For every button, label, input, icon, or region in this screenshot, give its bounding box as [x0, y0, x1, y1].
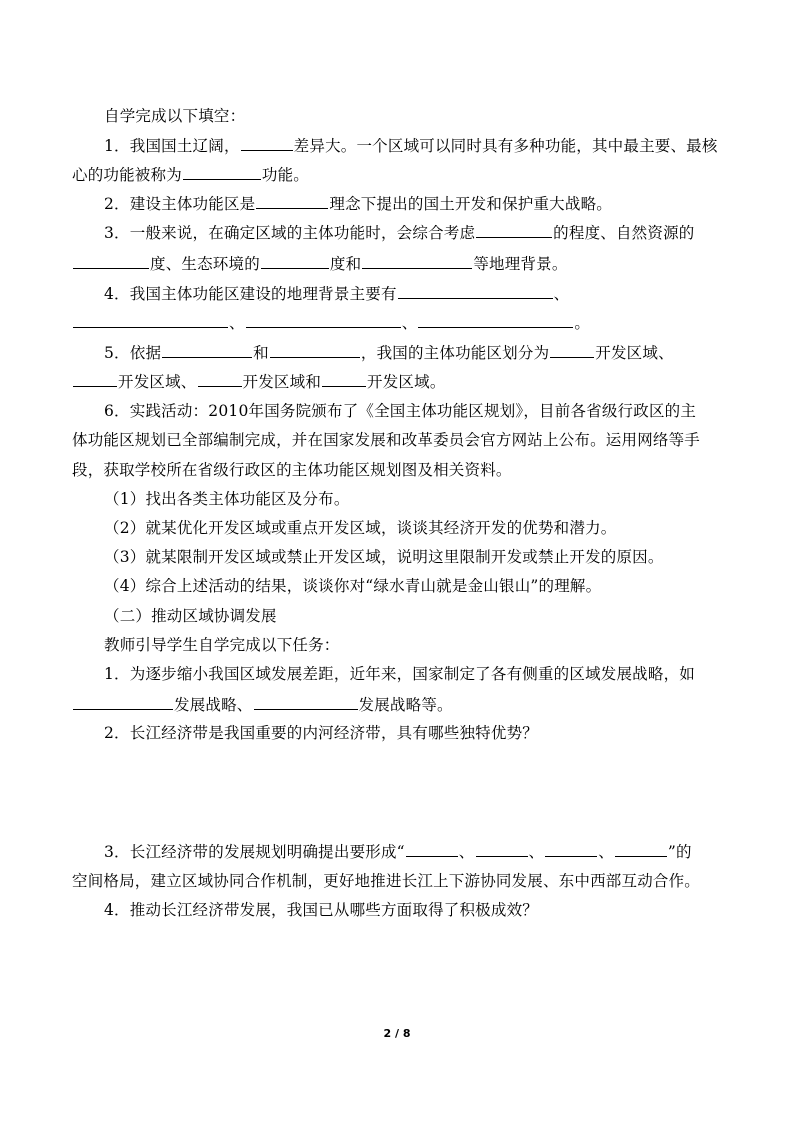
task-3-line-1: 3．长江经济带的发展规划明确提出要形成“ 、 、 、 ”的	[104, 843, 692, 861]
fill-blank[interactable]	[241, 135, 293, 151]
fill-blank[interactable]	[322, 371, 366, 387]
section-2-title: （二）推动区域协调发展	[104, 607, 277, 625]
fill-blank[interactable]	[476, 841, 528, 857]
question-3-line-1: 3．一般来说，在确定区域的主体功能时，会综合考虑 的程度、自然资源的	[104, 224, 695, 242]
fill-blank[interactable]	[545, 841, 597, 857]
fill-blank[interactable]	[615, 841, 667, 857]
fill-blank[interactable]	[550, 342, 594, 358]
fill-blank[interactable]	[398, 283, 553, 299]
page-number: 2 / 8	[383, 1027, 411, 1040]
question-1-line-1: 1．我国国土辽阔， 差异大。一个区域可以同时具有多种功能，其中最主要、最核	[104, 137, 718, 155]
question-6-sub-1: （1）找出各类主体功能区及分布。	[104, 490, 350, 508]
section-2-guide: 教师引导学生自学完成以下任务：	[104, 636, 340, 654]
task-2: 2．长江经济带是我国重要的内河经济带，具有哪些独特优势？	[104, 724, 538, 742]
intro-text: 自学完成以下填空：	[104, 107, 246, 125]
fill-blank[interactable]	[73, 371, 117, 387]
fill-blank[interactable]	[476, 222, 552, 238]
fill-blank[interactable]	[73, 253, 149, 269]
fill-blank[interactable]	[256, 193, 328, 209]
question-6-sub-4: （4）综合上述活动的结果，谈谈你对“绿水青山就是金山银山”的理解。	[104, 577, 602, 595]
fill-blank[interactable]	[73, 694, 173, 710]
question-4-line-1: 4．我国主体功能区建设的地理背景主要有 、	[104, 285, 570, 303]
fill-blank[interactable]	[406, 841, 458, 857]
fill-blank[interactable]	[162, 342, 252, 358]
task-4: 4．推动长江经济带发展，我国已从哪些方面取得了积极成效？	[104, 901, 538, 919]
fill-blank[interactable]	[246, 312, 401, 328]
fill-blank[interactable]	[198, 371, 242, 387]
question-1-line-2: 心的功能被称为 功能。	[72, 166, 310, 184]
fill-blank[interactable]	[418, 312, 573, 328]
task-1-line-2: 发展战略、 发展战略等。	[72, 694, 453, 715]
question-6-line-1: 6．实践活动：2010年国务院颁布了《全国主体功能区规划》，目前各省级行政区的主	[104, 402, 697, 420]
fill-blank[interactable]	[261, 253, 329, 269]
fill-blank[interactable]	[362, 253, 472, 269]
task-1-line-1: 1．为逐步缩小我国区域发展差距，近年来，国家制定了各有侧重的区域发展战略，如	[104, 665, 695, 683]
question-5-line-1: 5．依据 和 ，我国的主体功能区划分为 开发区域、	[104, 344, 674, 362]
fill-blank[interactable]	[254, 694, 358, 710]
question-3-line-2: 度、生态环境的 度和 等地理背景。	[72, 253, 568, 274]
fill-blank[interactable]	[183, 164, 261, 180]
question-5-line-2: 开发区域、 开发区域和 开发区域。	[72, 371, 446, 392]
fill-blank[interactable]	[270, 342, 360, 358]
task-3-line-2: 空间格局，建立区域协同合作机制，更好地推进长江上下游协同发展、东中西部互动合作。	[72, 872, 701, 890]
question-6-sub-2: （2）就某优化开发区域或重点开发区域，谈谈其经济开发的优势和潜力。	[104, 519, 617, 537]
question-6-line-2: 体功能区规划已全部编制完成，并在国家发展和改革委员会官方网站上公布。运用网络等手	[72, 431, 701, 449]
question-6-sub-3: （3）就某限制开发区域或禁止开发区域，说明这里限制开发或禁止开发的原因。	[104, 548, 664, 566]
question-4-line-2: 、 、 。	[72, 312, 590, 333]
fill-blank[interactable]	[73, 312, 228, 328]
question-2: 2．建设主体功能区是 理念下提出的国土开发和保护重大战略。	[104, 195, 612, 213]
question-6-line-3: 段，获取学校所在省级行政区的主体功能区规划图及相关资料。	[72, 461, 512, 479]
